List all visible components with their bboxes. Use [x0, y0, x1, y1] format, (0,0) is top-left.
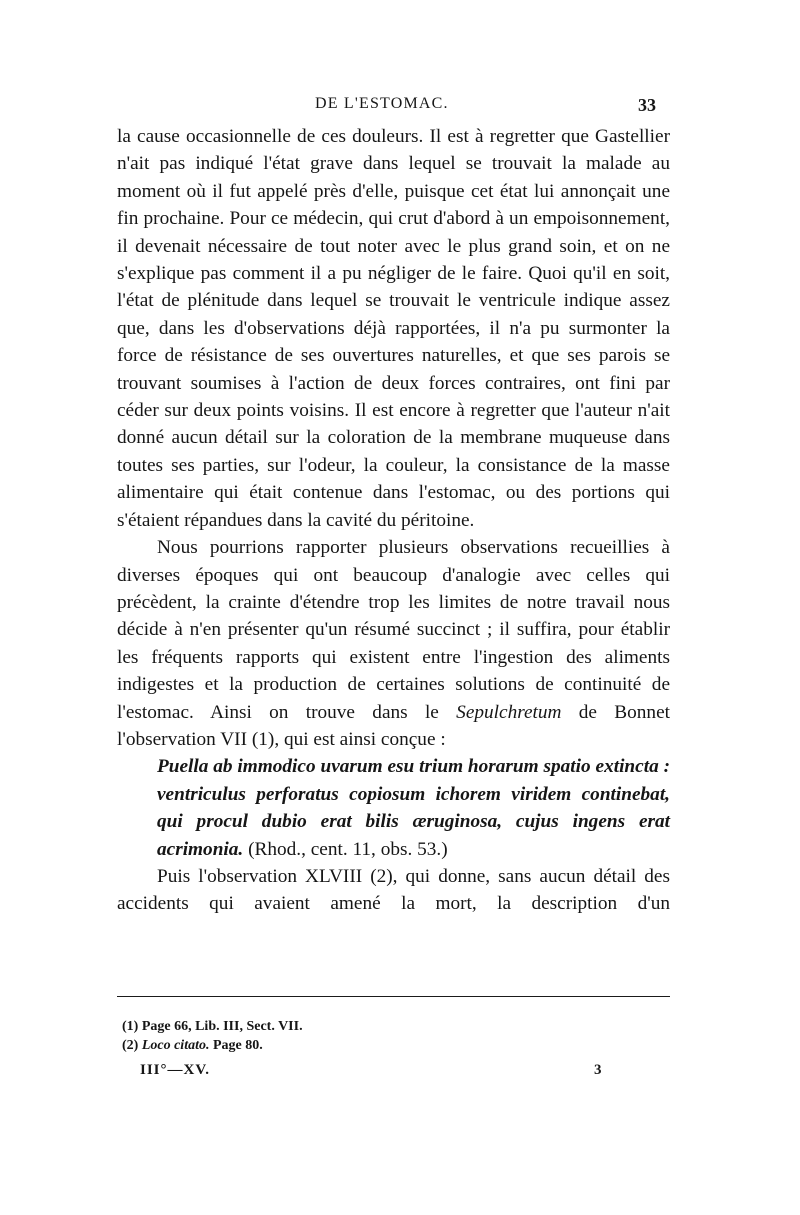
- footnote-number: (2): [122, 1038, 142, 1053]
- footnote-italic: Loco citato.: [141, 1038, 210, 1053]
- running-title: DE L'ESTOMAC.: [315, 95, 449, 112]
- body-text: [117, 123, 670, 918]
- latin-quotation: [117, 753, 670, 863]
- book-title: Sepulchretum: [456, 701, 562, 723]
- footnote-1: (1) Page 66, Lib. III, Sect. VII.: [122, 1019, 303, 1034]
- latin-reference: (Rhod., cent. 11, obs. 53.): [243, 838, 448, 860]
- signature-mark: III°—XV.: [140, 1062, 210, 1078]
- footnotes: [122, 1017, 303, 1055]
- page-number: 33: [638, 95, 656, 115]
- footnote-2: [122, 1036, 303, 1055]
- running-head: [0, 95, 800, 121]
- footnote-page: Page 80.: [209, 1038, 263, 1053]
- paragraph-text: Nous pourrions rapporter plusieurs observations recueillies à diverses époques qui ont beaucoup d'analogie avec celles qui précèdent, la crainte d'étendre trop les limites de notre travail nous décide à n'en présenter qu'un résumé succinct ; il suffira, pour établir les fréquents rapports qui existent entre l'ingestion des aliments indigestes et la production de certaines solutions de continuité de l'estomac. Ainsi on trouve dans le: [117, 537, 670, 723]
- paragraph-next: Puis l'observation XLVIII (2), qui donne, sans aucun détail des accidents qui avaient amené la mort, la description d'un: [117, 865, 670, 915]
- footnote-rule: [117, 996, 670, 997]
- paragraph-text: de Bonnet l'observation VII (1), qui est ainsi conçue :: [117, 701, 670, 750]
- latin-text: Puella ab immodico uvarum esu trium horarum spatio extincta : ventriculus perforatus copiosum ichorem viridem continebat, qui procul dubio erat bilis æruginosa, cujus ingens erat acrimonia.: [157, 756, 670, 860]
- paragraph-observations: [117, 534, 670, 753]
- signature-number: 3: [594, 1062, 602, 1078]
- paragraph-continuation: la cause occasionnelle de ces douleurs. Il est à regretter que Gastellier n'ait pas indiqué l'état grave dans lequel se trouvait la malade au moment où il fut appelé près d'elle, puisque cet état lui annonçait une fin prochaine. Pour ce médecin, qui crut d'abord à un empoisonnement, il devenait nécessaire de tout noter avec le plus grand soin, et on ne s'explique pas comment il a pu négliger de le faire. Quoi qu'il en soit, l'état de plénitude dans lequel se trouvait le ventricule indique assez que, dans les d'observations déjà rapportées, il n'a pu surmonter la force de résistance de ses ouvertures naturelles, et que ses parois se trouvant soumises à l'action de deux forces contraires, ont fini par céder sur deux points voisins. Il est encore à regretter que l'auteur n'ait donné aucun détail sur la coloration de la membrane muqueuse dans toutes ses parties, sur l'odeur, la couleur, la consistance de la masse alimentaire qui était contenue dans l'estomac, ou des portions qui s'étaient répandues dans la cavité du péritoine.: [117, 126, 670, 531]
